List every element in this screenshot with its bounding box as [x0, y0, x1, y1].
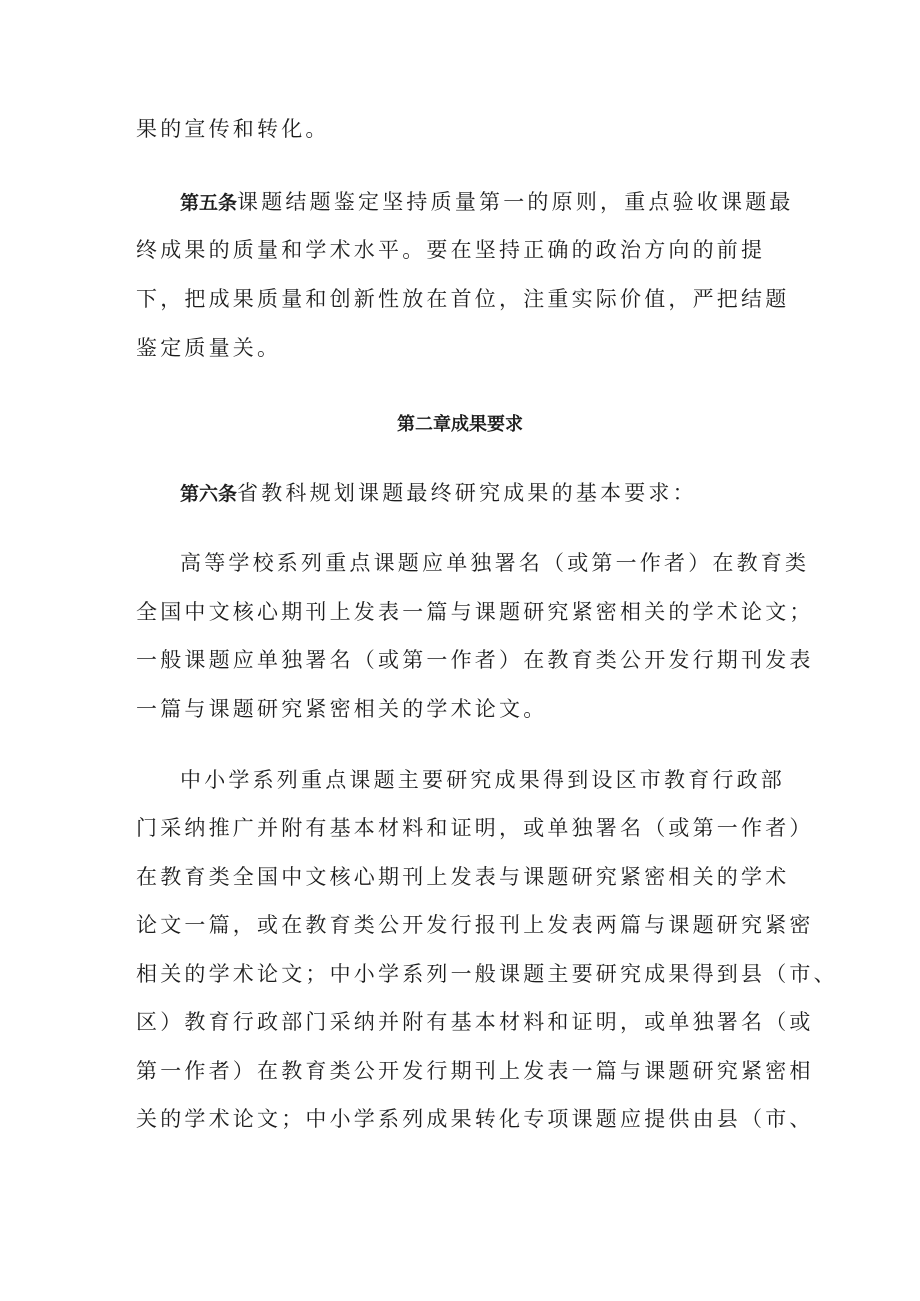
- paragraph-line: 果的宣传和转化。: [136, 117, 330, 141]
- article-6-line: [180, 478, 697, 509]
- paragraph-line: 论文一篇，或在教育类公开发行报刊上发表两篇与课题研究紧密: [136, 913, 814, 937]
- article-5-label: 第五条: [180, 192, 238, 214]
- paragraph-line: 关的学术论文；中小学系列成果转化专项课题应提供由县（市、: [136, 1107, 814, 1131]
- paragraph-line: 全国中文核心期刊上发表一篇与课题研究紧密相关的学术论文；: [136, 600, 814, 624]
- paragraph-line: 鉴定质量关。: [136, 336, 282, 360]
- chapter-heading: 第二章成果要求: [397, 414, 523, 435]
- paragraph-line: 高等学校系列重点课题应单独署名（或第一作者）在教育类: [180, 551, 810, 575]
- paragraph-line: 门采纳推广并附有基本材料和证明，或单独署名（或第一作者）: [136, 816, 814, 840]
- paragraph-line: 下，把成果质量和创新性放在首位，注重实际价值，严把结题: [136, 287, 790, 311]
- article-6-label: 第六条: [180, 483, 238, 505]
- paragraph-line: 一般课题应单独署名（或第一作者）在教育类公开发行期刊发表: [136, 648, 814, 672]
- paragraph-line: 中小学系列重点课题主要研究成果得到设区市教育行政部: [180, 768, 785, 792]
- article-5-text: 课题结题鉴定坚持质量第一的原则，重点验收课题最: [237, 190, 794, 214]
- paragraph-line: 终成果的质量和学术水平。要在坚持正确的政治方向的前提: [136, 238, 766, 262]
- paragraph-line: 区）教育行政部门采纳并附有基本材料和证明，或单独署名（或: [136, 1010, 814, 1034]
- paragraph-line: 一篇与课题研究紧密相关的学术论文。: [136, 697, 548, 721]
- article-5-first-line: [180, 187, 794, 218]
- paragraph-line: 第一作者）在教育类公开发行期刊上发表一篇与课题研究紧密相: [136, 1059, 814, 1083]
- paragraph-line: 相关的学术论文；中小学系列一般课题主要研究成果得到县（市、: [136, 962, 838, 986]
- article-6-text: 省教科规划课题最终研究成果的基本要求：: [237, 481, 697, 505]
- paragraph-line: 在教育类全国中文核心期刊上发表与课题研究紧密相关的学术: [136, 865, 790, 889]
